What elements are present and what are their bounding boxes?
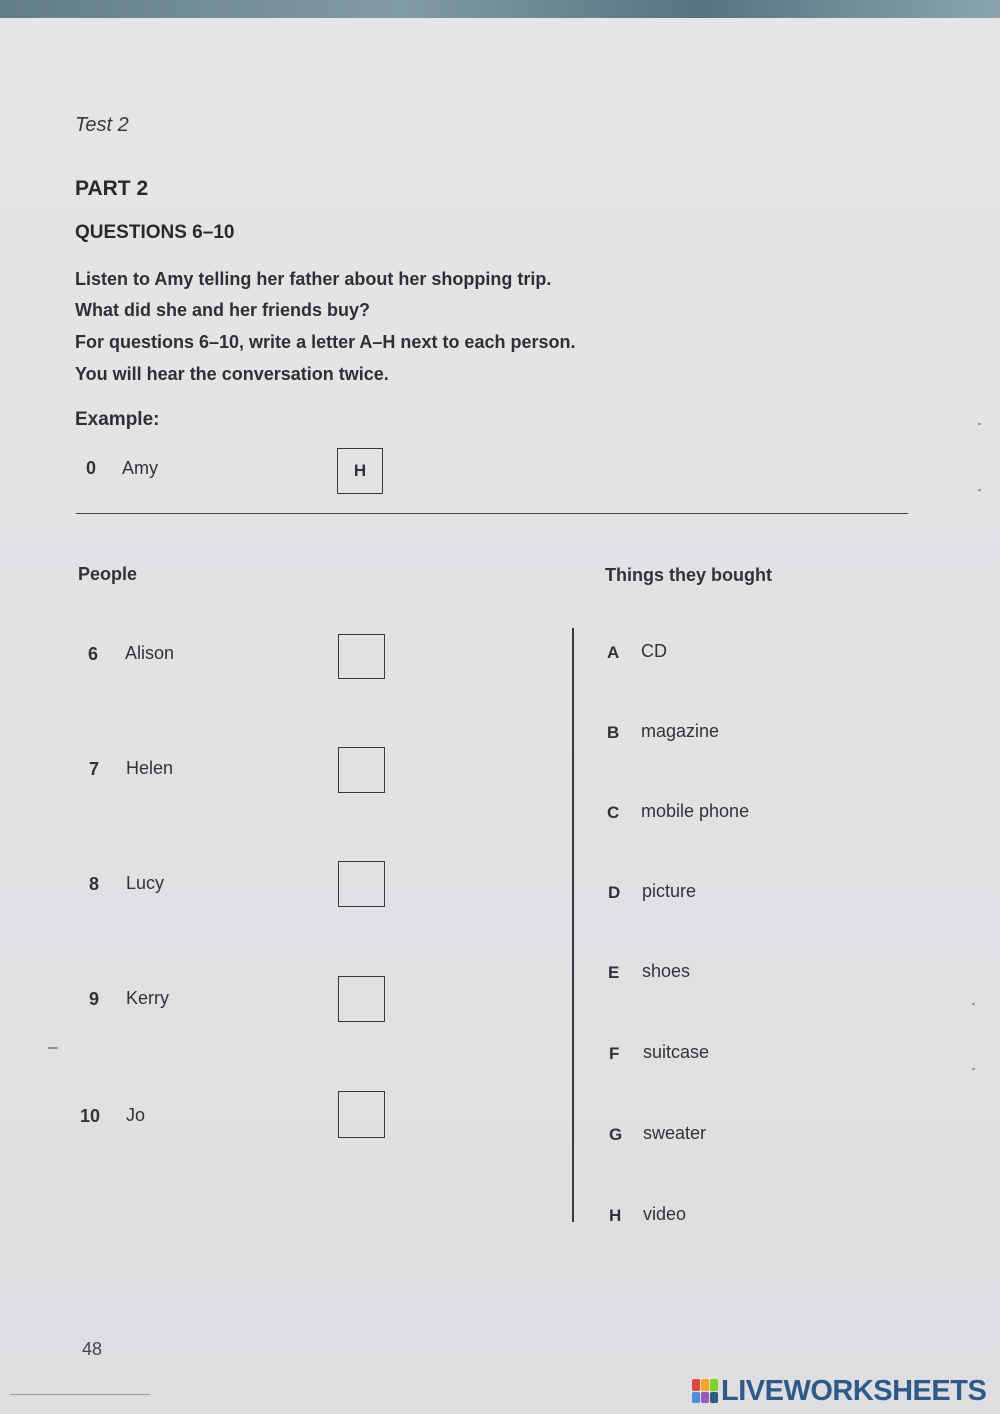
example-name: Amy (122, 458, 158, 478)
instruction-line: What did she and her friends buy? (75, 300, 371, 320)
option-text-g: sweater (643, 1123, 707, 1143)
answer-box-10[interactable] (338, 1091, 385, 1138)
answer-box-9[interactable] (338, 976, 385, 1022)
question-number-6: 6 (88, 644, 99, 664)
column-divider (572, 628, 574, 1222)
answer-box-6[interactable] (338, 634, 385, 679)
option-letter-d: D (608, 883, 621, 902)
option-text-b: magazine (641, 721, 720, 741)
liveworksheets-logo-text: LIVEWORKSHEETS (721, 1374, 987, 1407)
question-number-10: 10 (80, 1106, 101, 1126)
option-letter-a: A (607, 643, 620, 662)
example-label: Example: (75, 409, 160, 430)
person-name-alison: Alison (125, 643, 175, 663)
instruction-line: Listen to Amy telling her father about her shopping trip. (75, 269, 552, 289)
option-text-e: shoes (642, 961, 691, 981)
example-number: 0 (86, 458, 97, 478)
person-name-helen: Helen (126, 758, 174, 778)
option-text-c: mobile phone (641, 801, 750, 821)
question-number-9: 9 (89, 989, 100, 1009)
test-label: Test 2 (75, 114, 129, 136)
answer-box-8[interactable] (338, 861, 385, 907)
example-answer-box: H (337, 448, 383, 494)
liveworksheets-logo (692, 1376, 986, 1406)
option-letter-h: H (609, 1206, 622, 1225)
question-number-8: 8 (89, 874, 100, 894)
paper-speck (972, 1003, 975, 1005)
option-text-d: picture (642, 881, 697, 901)
answer-box-7[interactable] (338, 747, 385, 793)
paper-speck (978, 423, 981, 425)
questions-title: QUESTIONS 6–10 (75, 222, 235, 243)
paper-speck (978, 489, 981, 491)
option-letter-f: F (609, 1044, 620, 1063)
option-text-a: CD (641, 641, 667, 661)
option-letter-e: E (608, 963, 620, 982)
footer-rule (10, 1394, 150, 1395)
paper-speck (48, 1047, 58, 1049)
person-name-lucy: Lucy (126, 873, 165, 893)
option-letter-g: G (609, 1125, 623, 1144)
option-text-f: suitcase (643, 1042, 710, 1062)
option-text-h: video (643, 1204, 687, 1224)
liveworksheets-logo-icon (692, 1379, 718, 1403)
instruction-line: You will hear the conversation twice. (75, 364, 389, 384)
paper-speck (972, 1068, 975, 1070)
part-title: PART 2 (75, 177, 149, 200)
question-number-7: 7 (89, 759, 100, 779)
section-divider (76, 513, 908, 514)
instruction-line: For questions 6–10, write a letter A–H next to each person. (75, 332, 576, 352)
option-letter-c: C (607, 803, 620, 822)
person-name-jo: Jo (126, 1105, 146, 1125)
things-heading: Things they bought (605, 565, 772, 585)
option-letter-b: B (607, 723, 620, 742)
photo-edge-strip (0, 0, 1000, 18)
page-number: 48 (82, 1339, 103, 1359)
person-name-kerry: Kerry (126, 988, 170, 1008)
people-heading: People (78, 564, 138, 584)
